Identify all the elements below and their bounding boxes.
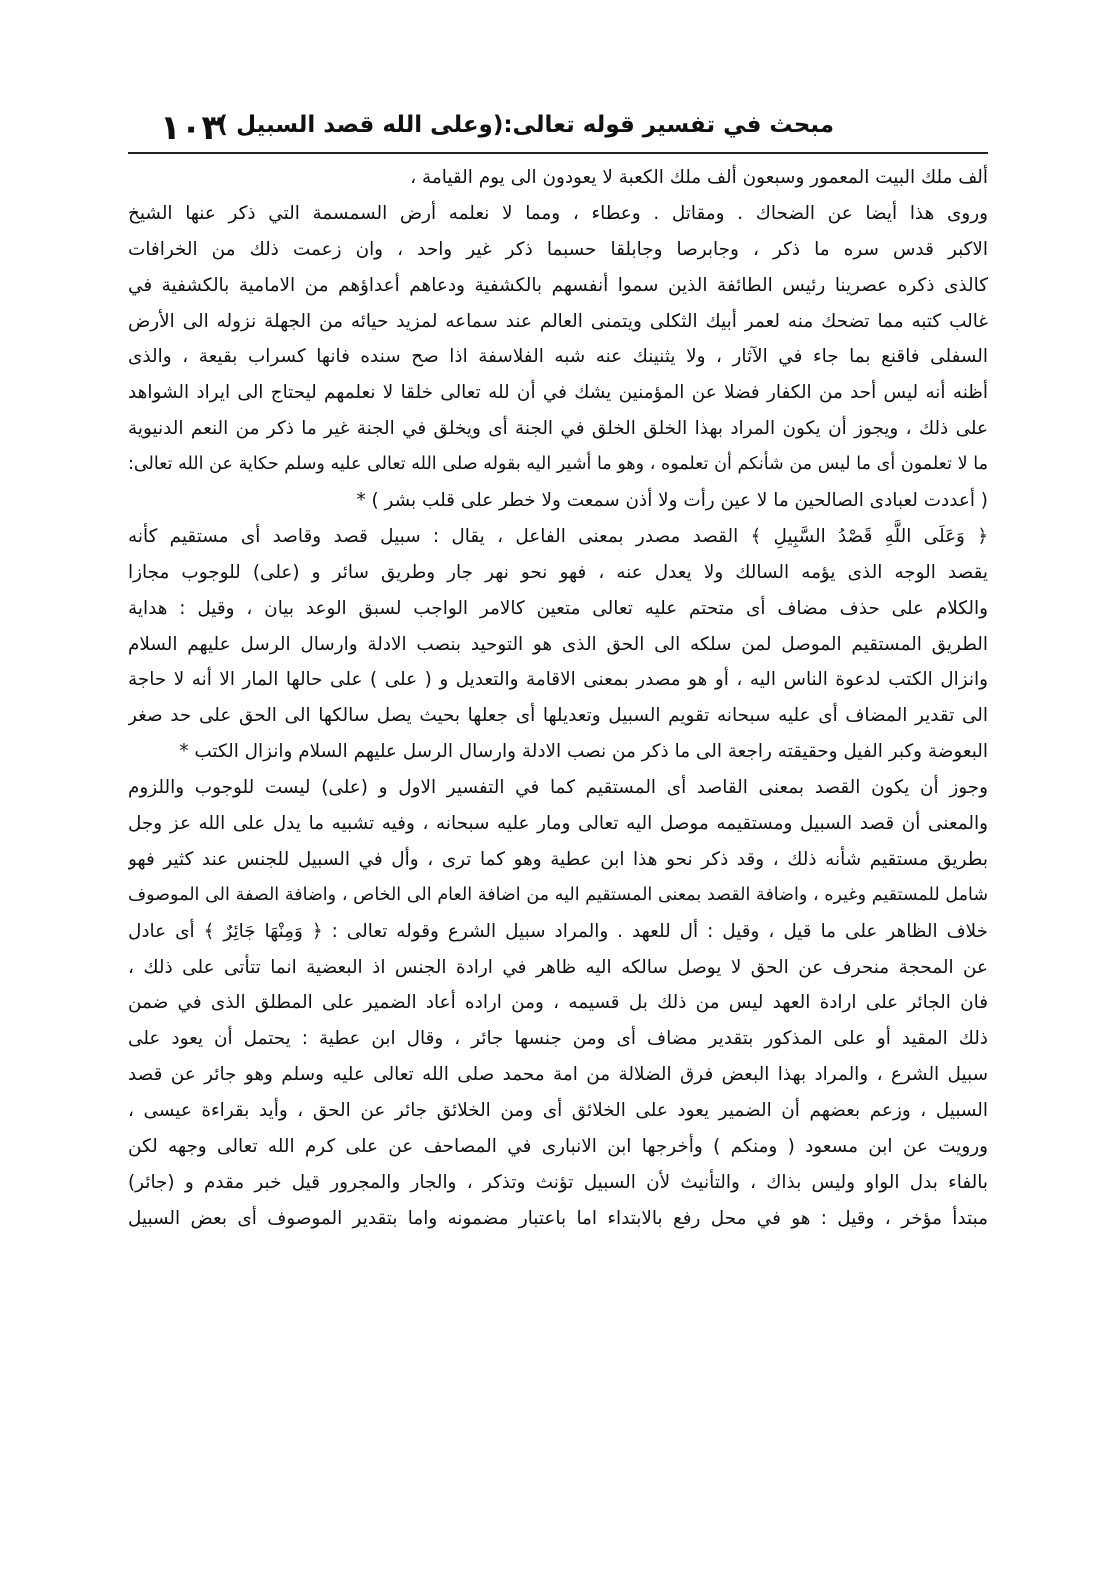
- page-number: ١٠٣: [160, 108, 223, 148]
- text-line: ما لا تعلمون أى ما ليس من شأنكم أن تعلموه ، وهو ما أشير اليه بقوله صلى الله تعالى عليه وسلم حكاية عن الله تعالى:: [128, 454, 988, 475]
- text-line: الطريق المستقيم الموصل لمن سلكه الى الحق الذى هو التوحيد بنصب الادلة وارسال الرسل عليهم السلام: [128, 633, 988, 655]
- text-line: السفلى فاقنع بما جاء في الآثار ، ولا يثنينك عنه شبه الفلاسفة اذا صح سنده فانها كسراب بقيعة ، والذى: [128, 346, 988, 368]
- text-line: ورويت عن ابن مسعود ( ومنكم ) وأخرجها ابن الانبارى في المصاحف عن على كرم الله تعالى وجهه لكن: [128, 1136, 988, 1158]
- text-line: بالفاء بدل الواو وليس بذاك ، والتأنيث لأن السبيل تؤنث وتذكر ، والجار والمجرور قيل خبر مقدم و (جائر): [128, 1171, 988, 1193]
- header-divider: [128, 152, 988, 154]
- text-line: على ذلك ، ويجوز أن يكون المراد بهذا الخلق الخلق في الجنة أى ويخلق في الجنة غير ما ذكر من النعم الدنيوية: [128, 418, 988, 440]
- text-line: ( أعددت لعبادى الصالحين ما لا عين رأت ولا أذن سمعت ولا خطر على قلب بشر ) *: [356, 490, 988, 512]
- text-line: أظنه أنه ليس أحد من الكفار فضلا عن المؤمنين يشك في أن لله تعالى خلقا لا نعلمهم ليحتاج الى ايراد الشواهد: [128, 382, 988, 404]
- body-text: [128, 160, 988, 1237]
- running-title: مبحث في تفسير قوله تعالى:(وعلى الله قصد السبيل ): [217, 112, 834, 138]
- text-line: شامل للمستقيم وغيره ، واضافة القصد بمعنى المستقيم اليه من اضافة العام الى الخاص ، واضافة الصفة الى الموصوف: [128, 884, 988, 905]
- text-line: السبيل ، وزعم بعضهم أن الضمير يعود على الخلائق أى ومن الخلائق جائر عن الحق ، وأيد بقراءة عيسى ،: [128, 1100, 988, 1122]
- text-line: كالذى ذكره عصرينا رئيس الطائفة الذين سموا أنفسهم بالكشفية ودعاهم أعداؤهم من الامامية بالكشفية في: [128, 274, 988, 296]
- text-line: عن المحجة منحرف عن الحق لا يوصل سالكه اليه ظاهر في ارادة الجنس اذ البعضية انما تتأتى على ذلك ،: [128, 956, 988, 978]
- text-line: بطريق مستقيم شأنه ذلك ، وقد ذكر نحو هذا ابن عطية وهو كما ترى ، وأل في السبيل للجنس عند كثير فهو: [128, 848, 988, 870]
- text-line: فان الجائر على ارادة العهد ليس من ذلك بل قسيمه ، ومن اراده أعاد الضمير على المطلق الذى في ضمن: [128, 992, 988, 1014]
- text-line: وانزال الكتب لدعوة الناس اليه ، أو هو مصدر بمعنى الاقامة والتعديل و ( على ) على حالها المار الا أنه لا حاجة: [128, 669, 988, 691]
- text-line: ذلك المقيد أو على المذكور بتقدير مضاف أى ومن جنسها جائر ، وقال ابن عطية : يحتمل أن يعود على: [128, 1028, 988, 1050]
- text-line: مبتدأ مؤخر ، وقيل : هو في محل رفع بالابتداء اما باعتبار مضمونه واما بتقدير الموصوف أى بعض السبيل: [128, 1207, 988, 1229]
- text-line: الى تقدير المضاف أى عليه سبحانه تقويم السبيل وتعديلها أى جعلها بحيث يصل سالكها الى الحق على حد صغر: [128, 705, 988, 727]
- text-line: والكلام على حذف مضاف أى متحتم عليه تعالى متعين كالامر الواجب لسبق الوعد بيان ، وقيل : هداية: [128, 597, 988, 619]
- page-header: [128, 108, 988, 152]
- text-line: ألف ملك البيت المعمور وسبعون ألف ملك الكعبة لا يعودون الى يوم القيامة ،: [410, 167, 988, 188]
- text-line: البعوضة وكبر الفيل وحقيقته راجعة الى ما ذكر من نصب الادلة وارسال الرسل عليهم السلام وانزال الكتب *: [179, 741, 988, 763]
- text-line: والمعنى أن قصد السبيل ومستقيمه موصل اليه تعالى ومار عليه سبحانه ، وفيه تشبيه ما يدل على الله عز وجل: [128, 813, 988, 835]
- text-line: ﴿ وَعَلَى اللَّهِ قَصْدُ السَّبِيلِ ﴾ القصد مصدر بمعنى الفاعل ، يقال : سبيل قصد وقاصد أى مستقيم كأنه: [128, 525, 988, 547]
- text-line: وجوز أن يكون القصد بمعنى القاصد أى المستقيم كما في التفسير الاول و (على) ليست للوجوب واللزوم: [128, 777, 988, 799]
- text-line: وروى هذا أيضا عن الضحاك . ومقاتل . وعطاء ، ومما لا نعلمه أرض السمسمة التي ذكر عنها الشيخ: [128, 202, 988, 224]
- text-line: يقصد الوجه الذى يؤمه السالك ولا يعدل عنه ، فهو نحو نهر جار وطريق سائر و (على) للوجوب مجازا: [128, 561, 988, 583]
- text-line: سبيل الشرع ، والمراد بهذا البعض فرق الضلالة من امة محمد صلى الله تعالى عليه وسلم وهو جائر عن قصد: [128, 1064, 988, 1086]
- text-line: غالب كتبه مما تضحك منه لعمر أبيك الثكلى ويتمنى العالم عند سماعه لمزيد حيائه من الجهلة نزوله الى الأرض: [128, 310, 988, 332]
- text-line: الاكبر قدس سره ما ذكر ، وجابرصا وجابلقا حسبما ذكر غير واحد ، وان زعمت ذلك من الخرافات: [128, 238, 988, 260]
- text-line: خلاف الظاهر على ما قيل ، وقيل : أل للعهد . والمراد سبيل الشرع وقوله تعالى : ﴿ وَمِنْهَا جَائِرٌ ﴾ أى عادل: [128, 920, 988, 942]
